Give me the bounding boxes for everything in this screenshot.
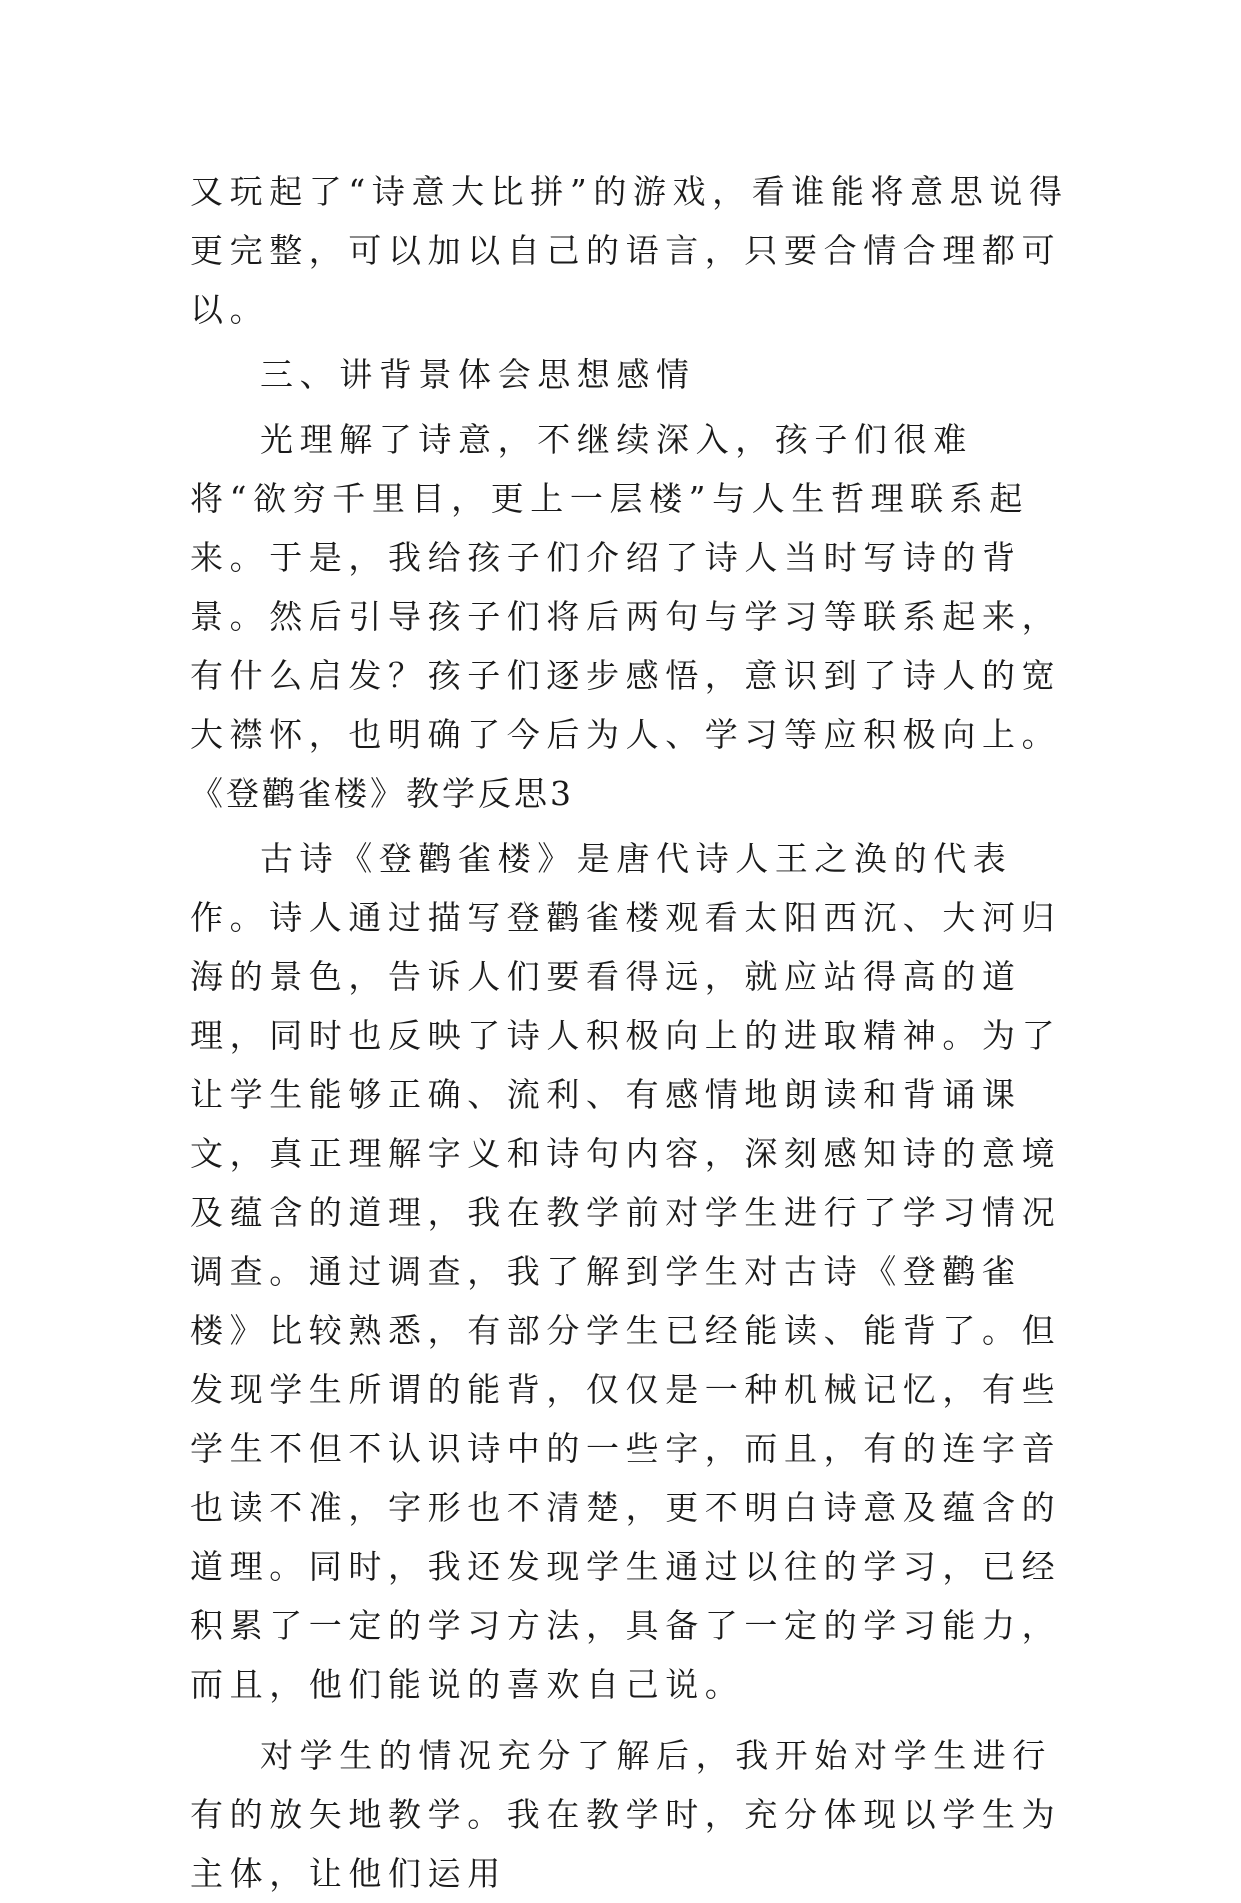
section-heading: 三、讲背景体会思想感情 (260, 355, 696, 394)
paragraph-teaching: 对学生的情况充分了解后，我开始对学生进行有的放矢地教学。我在教学时，充分体现以学生为主体，让他们运用 (190, 1736, 1062, 1893)
document-body (190, 162, 1070, 1903)
paragraph-intro: 古诗《登鹳雀楼》是唐代诗人王之涣的代表作。诗人通过描写登鹳雀楼观看太阳西沉、大河归海的景色，告诉人们要看得远，就应站得高的道理，同时也反映了诗人积极向上的进取精神。为了让学生能够正确、流利、有感情地朗读和背诵课文，真正理解字义和诗句内容，深刻感知诗的意境及蕴含的道理，我在教学前对学生进行了学习情况调查。通过调查，我了解到学生对古诗《登鹳雀楼》比较熟悉，有部分学生已经能读、能背了。但发现学生所谓的能背，仅仅是一种机械记忆，有些学生不但不认识诗中的一些字，而且，有的连字音也读不准，字形也不清楚，更不明白诗意及蕴含的道理。同时，我还发现学生通过以往的学习，已经积累了一定的学习方法，具备了一定的学习能力，而且，他们能说的喜欢自己说。 (190, 839, 1062, 1704)
paragraph-background: 光理解了诗意，不继续深入，孩子们很难将“欲穷千里目，更上一层楼”与人生哲理联系起来。于是，我给孩子们介绍了诗人当时写诗的背景。然后引导孩子们将后两句与学习等联系起来，有什么启发？孩子们逐步感悟，意识到了诗人的宽大襟怀，也明确了今后为人、学习等应积极向上。 (190, 420, 1062, 754)
paragraph-continued: 又玩起了“诗意大比拼”的游戏，看谁能将意思说得更完整，可以加以自己的语言，只要合情合理都可以。 (190, 172, 1069, 329)
article-title: 《登鹳雀楼》教学反思3 (190, 774, 574, 813)
